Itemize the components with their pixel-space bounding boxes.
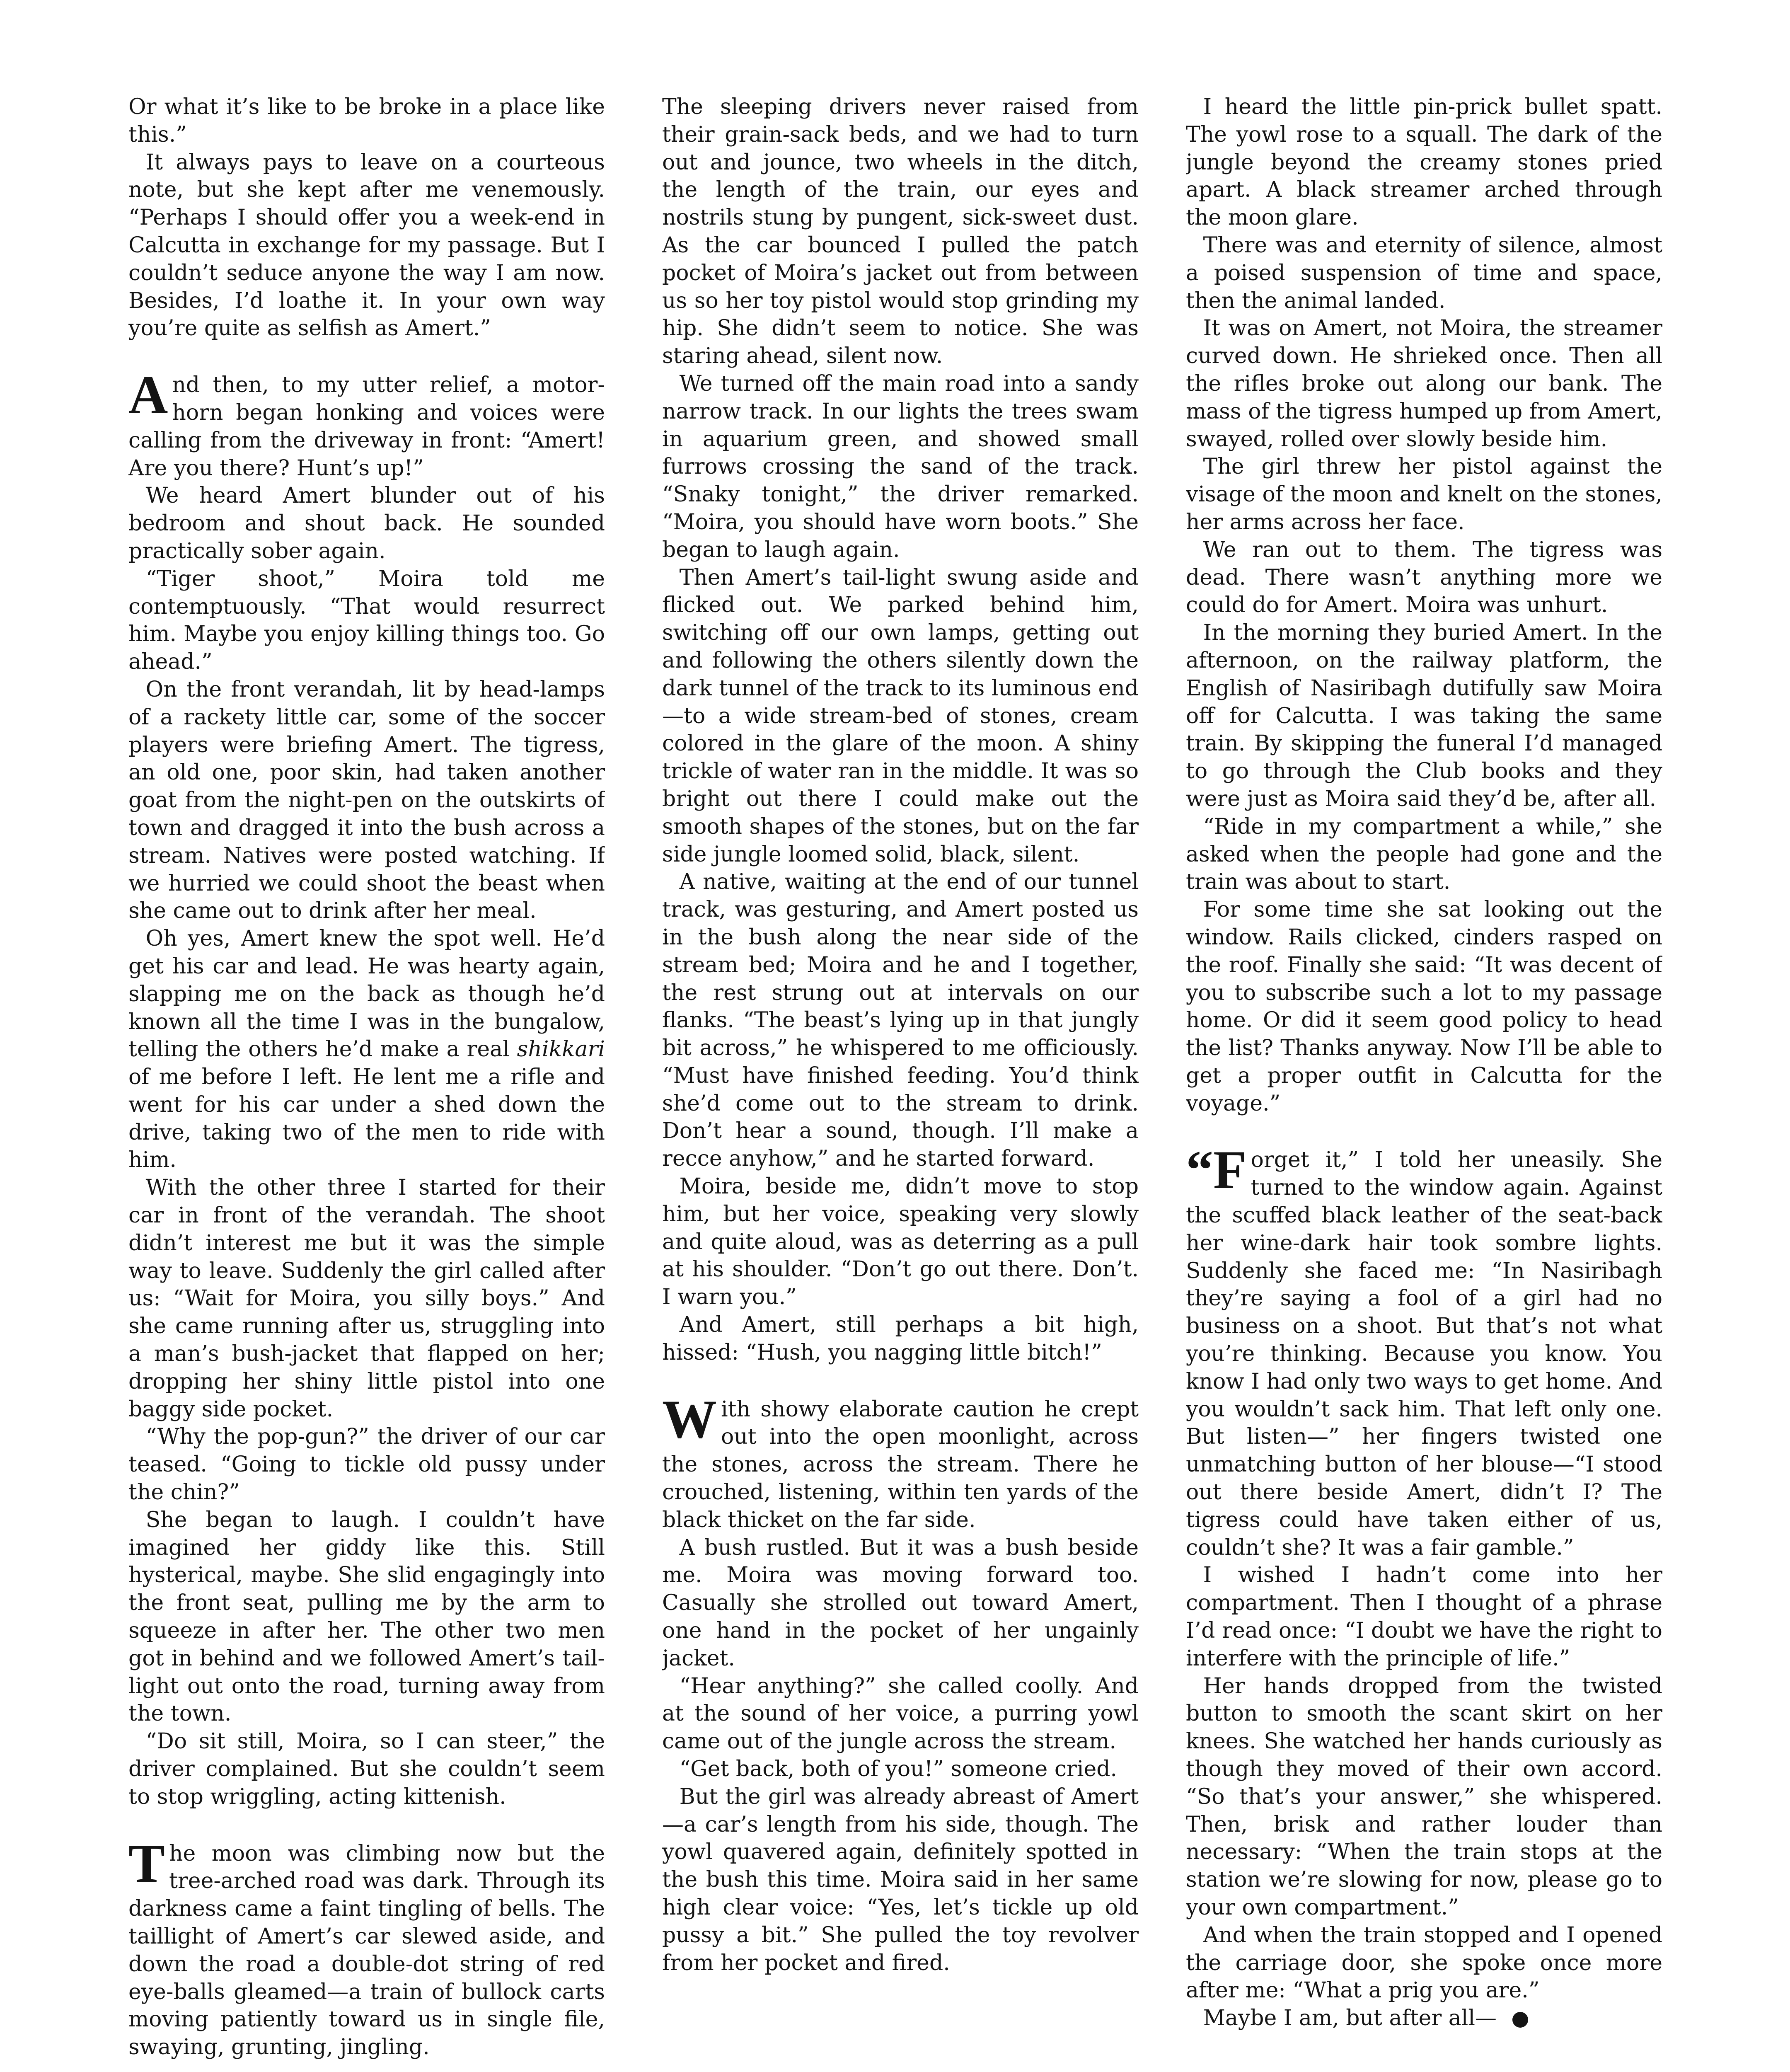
paragraph-text: Maybe I am, but after all— bbox=[1203, 2006, 1497, 2031]
paragraph: It was on Amert, not Moira, the streamer curved down. He shrieked once. Then all the rifles broke out along our bank. The mass of the tigress humped up from Amert, swayed, rolled over slowly beside him. bbox=[1186, 316, 1662, 452]
paragraph: The girl threw her pistol against the visage of the moon and knelt on the stones, her arms across her face. bbox=[1186, 454, 1662, 535]
paragraph: It always pays to leave on a courteous note, but she kept after me venemously. “Perhaps I should offer you a week-end in Calcutta in exchange for my passage. But I couldn’t seduce anyone the way I am now. Besides, I’d loathe it. In your own way you’re quite as selfish as Amert.” bbox=[128, 150, 605, 341]
paragraph: “Hear anything?” she called coolly. And at the sound of her voice, a purring yowl came out of the jungle across the stream. bbox=[662, 1673, 1139, 1754]
drop-cap: T bbox=[128, 1832, 165, 1894]
drop-cap: A bbox=[128, 364, 168, 426]
paragraph: We ran out to them. The tigress was dead. There wasn’t anything more we could do for Amert. Moira was unhurt. bbox=[1186, 537, 1662, 618]
paragraph: “Ride in my compartment a while,” she asked when the people had gone and the train was about to start. bbox=[1186, 814, 1662, 895]
paragraph: She began to laugh. I couldn’t have imagined her giddy like this. Still hysterical, maybe. She slid engagingly into the front seat, pulling me by the arm to squeeze in after her. The other two men got in behind and we followed Amert’s tail-light out onto the road, turning away from the town. bbox=[128, 1507, 605, 1726]
paragraph: And Amert, still perhaps a bit high, hissed: “Hush, you nagging little bitch!” bbox=[662, 1312, 1139, 1365]
italic-word: shikkari bbox=[517, 1037, 605, 1062]
paragraph bbox=[128, 925, 605, 1174]
column-1 bbox=[128, 93, 605, 2072]
section-paragraph bbox=[1186, 1139, 1662, 1561]
drop-cap: W bbox=[662, 1388, 717, 1450]
paragraph-text: orget it,” I told her uneasily. She turned to the window again. Against the scuffed black leather of the seat-back her wine-dark hair took sombre lights. Suddenly she faced me: “In Nasiribagh they’re saying a fool of a girl had no business on a shoot. But that’s not what you’re thinking. Because you know. You know I had only two ways to get home. And you wouldn’t sack him. That left only one. But listen—” her fingers twisted one unmatching button of her blouse—“I stood out there beside Amert, didn’t I? The tigress could have taken either of us, couldn’t she? It was a fair gamble.” bbox=[1186, 1147, 1662, 1560]
section-paragraph bbox=[128, 364, 605, 482]
column-2 bbox=[662, 93, 1139, 2072]
paragraph: Then Amert’s tail-light swung aside and flicked out. We parked behind him, switching off our own lamps, getting out and following the others silently down the dark tunnel of the track to its luminous end—to a wide stream-bed of stones, cream colored in the glare of the moon. A shiny trickle of water ran in the middle. It was so bright out there I could make out the smooth shapes of the stones, but on the far side jungle loomed solid, black, silent. bbox=[662, 565, 1139, 867]
drop-cap: “F bbox=[1186, 1139, 1247, 1201]
paragraph: On the front verandah, lit by head-lamps of a rackety little car, some of the soccer players were briefing Amert. The tigress, an old one, poor skin, had taken another goat from the night-pen on the outskirts of town and dragged it into the bush across a stream. Natives were posted watching. If we hurried we could shoot the beast when she came out to drink after her meal. bbox=[128, 677, 605, 924]
paragraph: I wished I hadn’t come into her compartment. Then I thought of a phrase I’d read once: “I doubt we have the right to interfere with the principle of life.” bbox=[1186, 1563, 1662, 1671]
paragraph: But the girl was already abreast of Amert—a car’s length from his side, though. The yowl quavered again, definitely spotted in the bush this time. Moira said in her same high clear voice: “Yes, let’s tickle up old pussy a bit.” She pulled the toy revolver from her pocket and fired. bbox=[662, 1784, 1139, 1975]
column-3 bbox=[1186, 93, 1662, 2072]
paragraph: I heard the little pin-prick bullet spatt. The yowl rose to a squall. The dark of the jungle beyond the creamy stones pried apart. A black streamer arched through the moon glare. bbox=[1186, 94, 1662, 230]
end-mark-icon bbox=[1512, 2012, 1528, 2028]
paragraph: A native, waiting at the end of our tunnel track, was gesturing, and Amert posted us in the bush along the near side of the stream bed; Moira and he and I together, the rest strung out at intervals on our flanks. “The beast’s lying up in that jungly bit across,” he whispered to me officiously. “Must have finished feeding. You’d think she’d come out to the stream to drink. Don’t hear a sound, though. I’ll make a recce anyhow,” and he started forward. bbox=[662, 869, 1139, 1172]
paragraph: Her hands dropped from the twisted button to smooth the scant skirt on her knees. She watched her hands curiously as though they moved of their own accord. “So that’s your answer,” she whispered. Then, brisk and rather louder than necessary: “When the train stops at the station we’re slowing for now, please go to your own compartment.” bbox=[1186, 1673, 1662, 1920]
paragraph: We turned off the main road into a sandy narrow track. In our lights the trees swam in aquarium green, and showed small furrows crossing the sand of the track. “Snaky tonight,” the driver remarked. “Moira, you should have worn boots.” She began to laugh again. bbox=[662, 371, 1139, 562]
paragraph: A bush rustled. But it was a bush beside me. Moira was moving forward too. Casually she strolled out toward Amert, one hand in the pocket of her ungainly jacket. bbox=[662, 1535, 1139, 1671]
paragraph: With the other three I started for their car in front of the verandah. The shoot didn’t interest me but it was the simple way to leave. Suddenly the girl called after us: “Wait for Moira, you silly boys.” And she came running after us, struggling into a man’s bush-jacket that flapped on her; dropping her shiny little pistol into one baggy side pocket. bbox=[128, 1175, 605, 1422]
paragraph: We heard Amert blunder out of his bedroom and shout back. He sounded practically sober again. bbox=[128, 483, 605, 564]
paragraph: “Tiger shoot,” Moira told me contemptuously. “That would resurrect him. Maybe you enjoy killing things too. Go ahead.” bbox=[128, 566, 605, 675]
paragraph: In the morning they buried Amert. In the afternoon, on the railway platform, the English of Nasiribagh dutifully saw Moira off for Calcutta. I was taking the same train. By skipping the funeral I’d managed to go through the Club books and they were just as Moira said they’d be, after all. bbox=[1186, 620, 1662, 811]
paragraph: Moira, beside me, didn’t move to stop him, but her voice, speaking very slowly and quite aloud, was as deterring as a pull at his shoulder. “Don’t go out there. Don’t. I warn you.” bbox=[662, 1174, 1139, 1310]
paragraph bbox=[1186, 2004, 1662, 2032]
paragraph: “Why the pop-gun?” the driver of our car teased. “Going to tickle old pussy under the chin?” bbox=[128, 1424, 605, 1505]
paragraph: The sleeping drivers never raised from their grain-sack beds, and we had to turn out and jounce, two wheels in the ditch, the length of the train, our eyes and nostrils stung by pungent, sick-sweet dust. As the car bounced I pulled the patch pocket of Moira’s jacket out from between us so her toy pistol would stop grinding my hip. She didn’t seem to notice. She was staring ahead, silent now. bbox=[662, 94, 1139, 369]
paragraph-text: ith showy elaborate caution he crept out into the open moonlight, across the stones, across the stream. There he crouched, listening, within ten yards of the black thicket on the far side. bbox=[662, 1397, 1139, 1532]
paragraph-text: of me before I left. He lent me a rifle and went for his car under a shed down the drive, taking two of the men to ride with him. bbox=[128, 1065, 605, 1173]
paragraph: Or what it’s like to be broke in a place like this.” bbox=[128, 94, 605, 147]
paragraph-text: Oh yes, Amert knew the spot well. He’d get his car and lead. He was hearty again, slapping me on the back as though he’d known all the time I was in the bungalow, telling the others he’d make a real bbox=[128, 926, 605, 1062]
paragraph: There was and eternity of silence, almost a poised suspension of time and space, then the animal landed. bbox=[1186, 232, 1662, 313]
paragraph-text: he moon was climbing now but the tree-arched road was dark. Through its darkness came a faint tingling of bells. The taillight of Amert’s car slewed aside, and down the road a double-dot string of red eye-balls gleamed—a train of bullock carts moving patiently toward us in single file, swaying, grunting, jingling. bbox=[128, 1841, 605, 2060]
paragraph: For some time she sat looking out the window. Rails clicked, cinders rasped on the roof. Finally she said: “It was decent of you to subscribe such a lot to my passage home. Or did it seem good policy to head the list? Thanks anyway. Now I’ll be able to get a proper outfit in Calcutta for the voyage.” bbox=[1186, 897, 1662, 1116]
section-paragraph bbox=[128, 1832, 605, 2061]
section-paragraph bbox=[662, 1388, 1139, 1534]
paragraph: “Do sit still, Moira, so I can steer,” the driver complained. But she couldn’t seem to stop wriggling, acting kittenish. bbox=[128, 1729, 605, 1809]
paragraph: And when the train stopped and I opened the carriage door, she spoke once more after me: “What a prig you are.” bbox=[1186, 1922, 1662, 2003]
paragraph-text: nd then, to my utter relief, a motor-horn began honking and voices were calling from the driveway in front: “Amert! Are you there? Hunt’s up!” bbox=[128, 373, 605, 481]
paragraph: “Get back, both of you!” someone cried. bbox=[679, 1757, 1118, 1782]
